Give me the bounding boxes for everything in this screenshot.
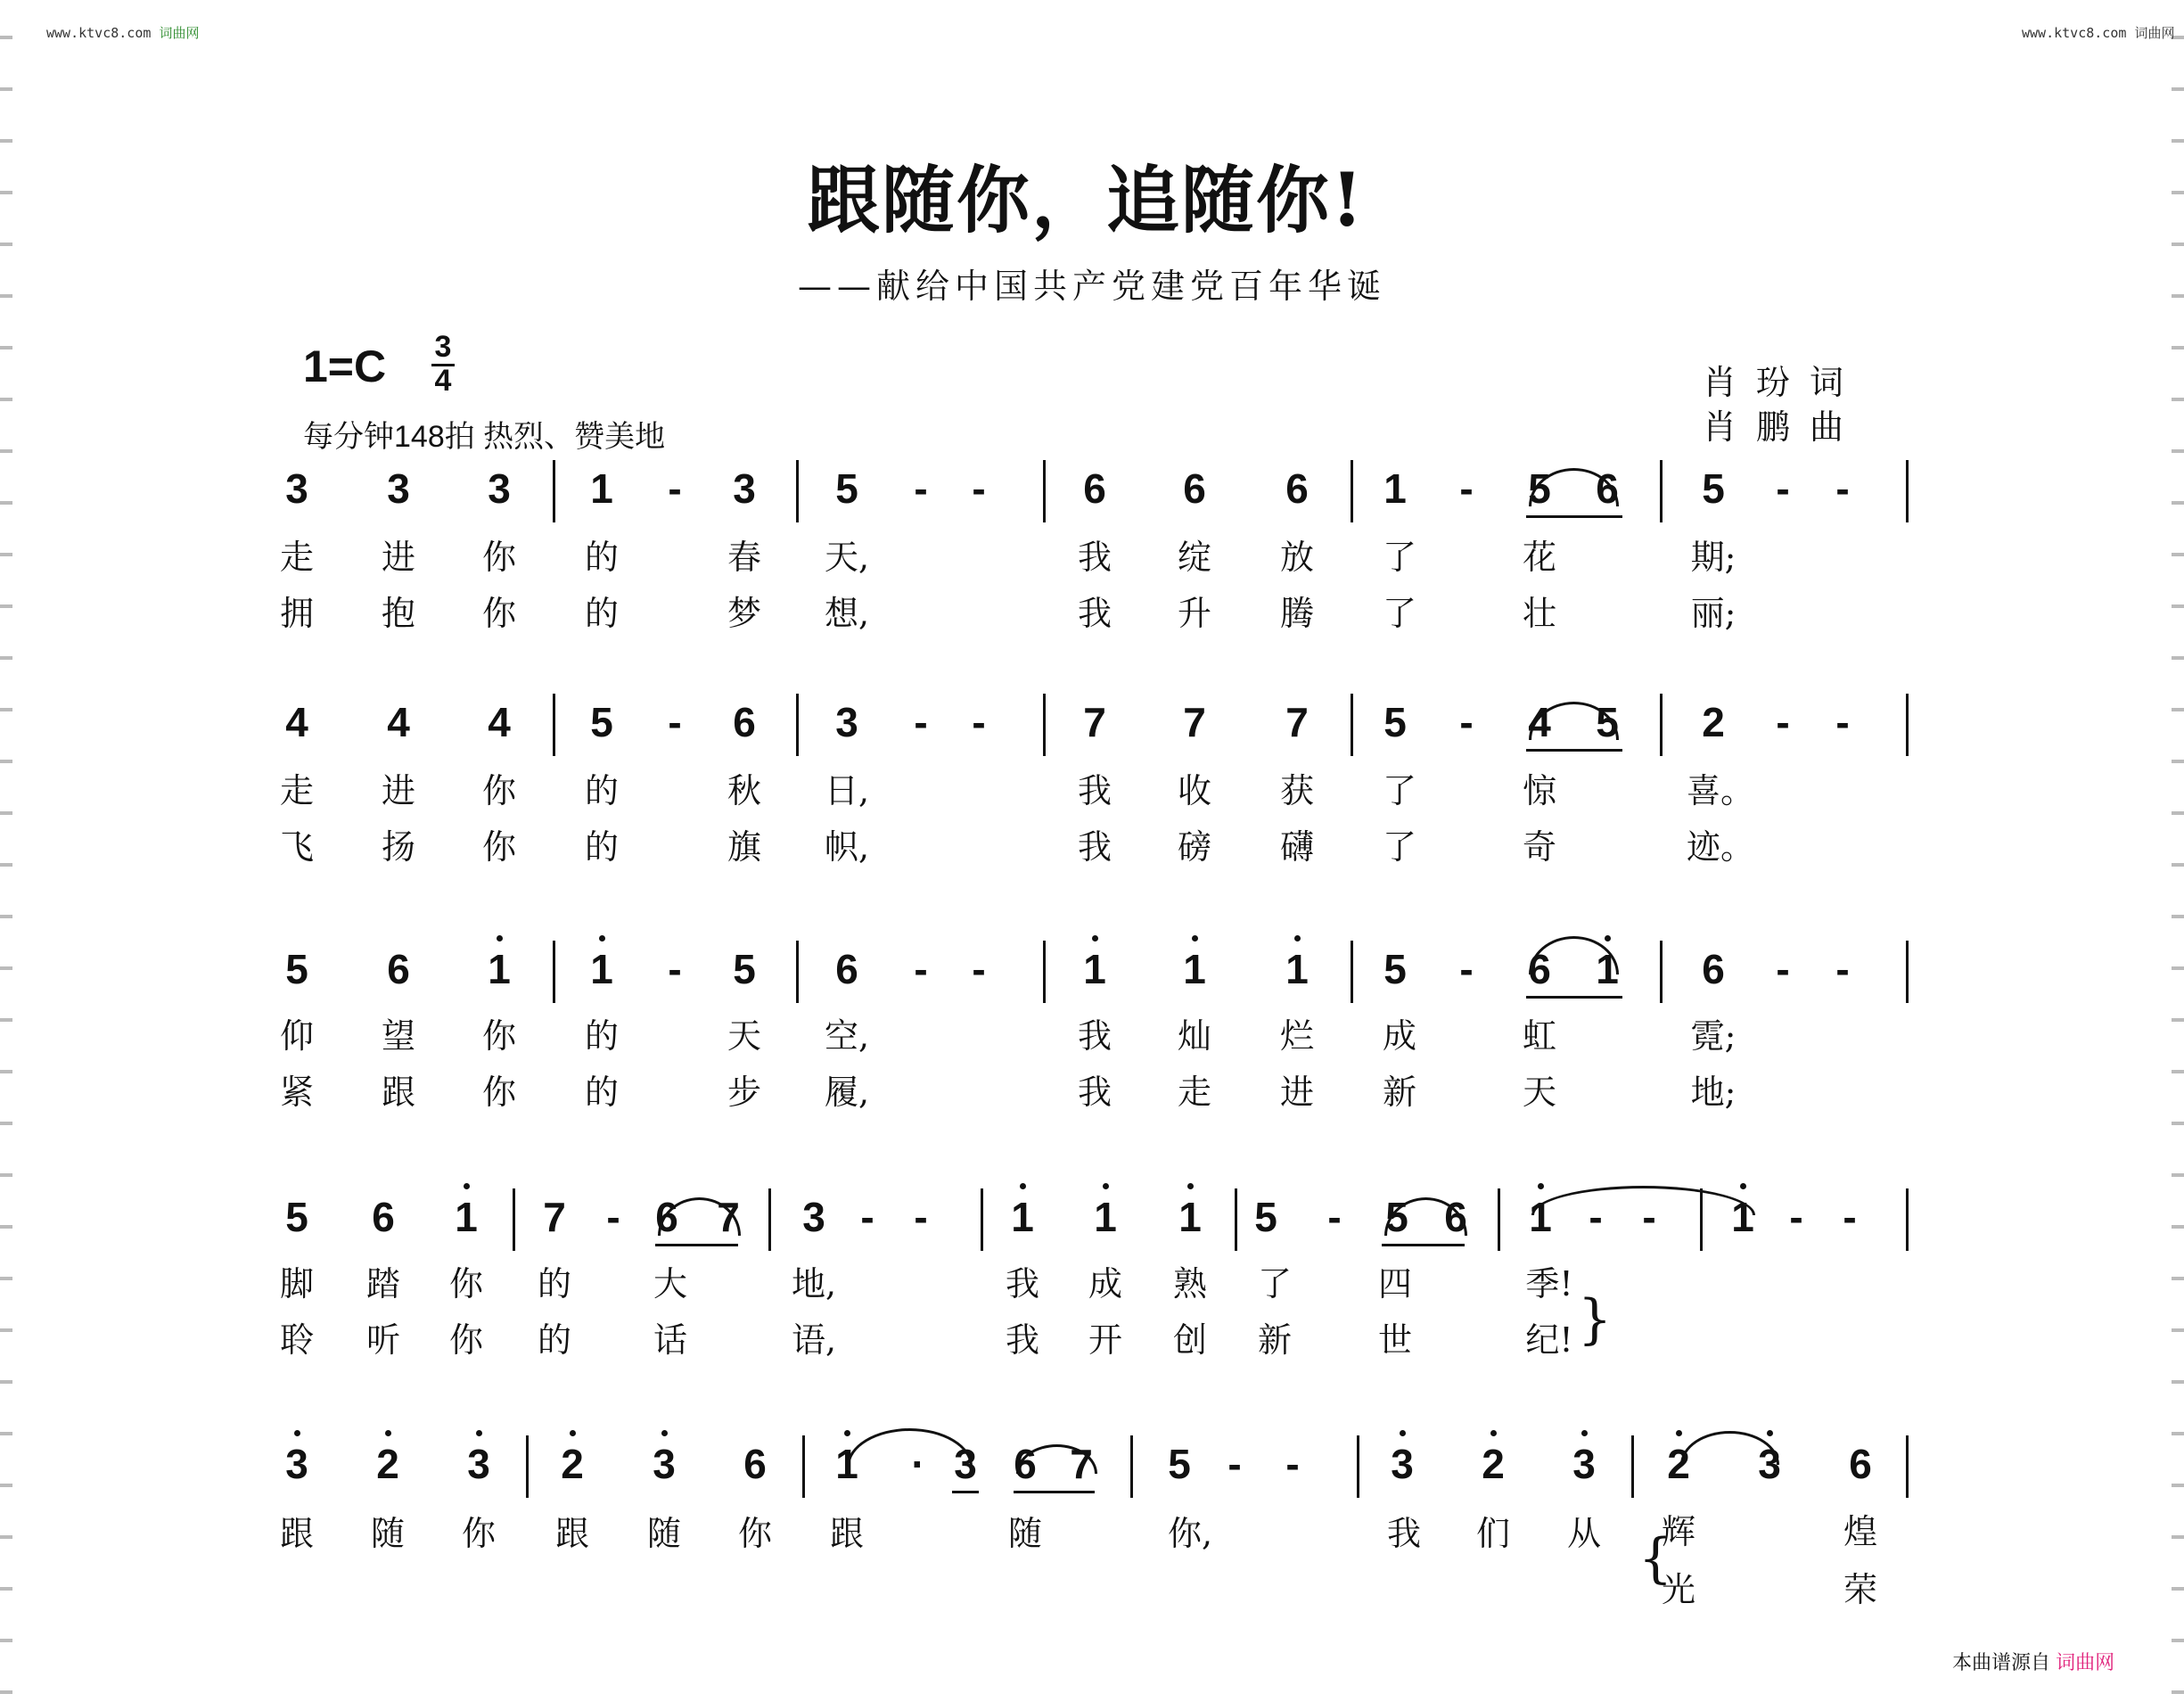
- note: 5: [1254, 1194, 1277, 1240]
- lyric-verse2: 我: [1077, 594, 1112, 633]
- lyric-verse1: 日,: [824, 771, 870, 810]
- lyric-verse1: 天,: [824, 538, 870, 577]
- lyric-verse1: 了: [1382, 538, 1416, 577]
- lyric-verse1: 秋: [727, 771, 761, 810]
- note: 1: [1596, 946, 1619, 992]
- note: -: [972, 946, 986, 992]
- lyric-verse1: 随: [646, 1514, 681, 1553]
- barline: [513, 1188, 515, 1251]
- lyric-verse2: 扬: [381, 827, 415, 867]
- lyric-verse2: 升: [1177, 594, 1211, 633]
- lyric-verse1: 大: [653, 1264, 687, 1303]
- lyric-verse1: 我: [1077, 1016, 1112, 1056]
- lyric-verse2: 荣: [1843, 1570, 1877, 1609]
- barline: [802, 1435, 805, 1498]
- lyric-verse2: 了: [1382, 827, 1416, 867]
- octave-dot: [570, 1430, 576, 1436]
- octave-dot: [1490, 1430, 1497, 1436]
- lyric-verse2: 腾: [1279, 594, 1314, 633]
- slur-tie: [1680, 1431, 1779, 1465]
- note: -: [1459, 946, 1474, 992]
- lyric-verse1: 四: [1377, 1264, 1412, 1303]
- lyric-verse2: 地;: [1690, 1073, 1737, 1112]
- lyric-verse2: 礴: [1279, 827, 1314, 867]
- note: 6: [733, 699, 756, 745]
- lyric-verse2: 纪!: [1525, 1320, 1573, 1360]
- octave-dot: [1187, 1183, 1194, 1189]
- note: 6: [1702, 946, 1725, 992]
- lyric-verse1: 喜。: [1687, 771, 1755, 810]
- note: 4: [488, 699, 511, 745]
- barline: [1043, 941, 1046, 1003]
- lyric-verse1: 我: [1077, 771, 1112, 810]
- lyric-verse1: 的: [584, 538, 619, 577]
- lyric-verse1: 踏: [365, 1264, 400, 1303]
- lyric-verse1: 随: [370, 1514, 405, 1553]
- note: 5: [733, 946, 756, 992]
- note: 1: [1183, 946, 1206, 992]
- note: 5: [1168, 1441, 1191, 1487]
- note: -: [1789, 1194, 1803, 1240]
- note: -: [972, 699, 986, 745]
- note: 5: [835, 465, 858, 512]
- note: 3: [1758, 1441, 1781, 1487]
- note: -: [1589, 1194, 1603, 1240]
- eighth-underline: [1526, 515, 1622, 518]
- note: 6: [1444, 1194, 1467, 1240]
- barline: [796, 694, 799, 756]
- time-signature-bottom: 4: [434, 364, 452, 398]
- octave-dot: [464, 1183, 470, 1189]
- barline: [1906, 1188, 1909, 1251]
- lyric-verse2: 天: [1522, 1073, 1556, 1112]
- lyric-verse2: 走: [1177, 1073, 1211, 1112]
- barline: [981, 1188, 983, 1251]
- lyric-verse1: 放: [1279, 538, 1314, 577]
- note: -: [668, 699, 682, 745]
- note: 1: [1178, 1194, 1202, 1240]
- octave-dot: [599, 935, 605, 941]
- lyric-verse2: 新: [1382, 1073, 1416, 1112]
- note: 6: [372, 1194, 395, 1240]
- lyric-verse2: 的: [537, 1320, 571, 1360]
- lyric-verse2: 你: [481, 594, 516, 633]
- lyric-verse1: 你: [481, 1016, 516, 1056]
- eighth-underline: [1014, 1491, 1095, 1493]
- note: 2: [1482, 1441, 1505, 1487]
- note: 2: [1702, 699, 1725, 745]
- barline: [553, 460, 555, 522]
- note: 3: [285, 1441, 308, 1487]
- note: -: [914, 1194, 928, 1240]
- note: -: [1459, 465, 1474, 512]
- lyric-verse1: 进: [381, 771, 415, 810]
- lyric-verse2: 光: [1661, 1570, 1695, 1609]
- lyric-verse1: 惊: [1522, 771, 1556, 810]
- note: -: [1835, 699, 1850, 745]
- octave-dot: [844, 1430, 850, 1436]
- note: -: [1776, 465, 1790, 512]
- octave-dot: [1103, 1183, 1109, 1189]
- note: 6: [655, 1194, 678, 1240]
- lyric-verse1: 走: [279, 538, 314, 577]
- lyric-verse2: 抱: [381, 594, 415, 633]
- source-note: 本曲谱源自 词曲网: [1952, 1651, 2115, 1673]
- lyric-verse2: 语,: [791, 1320, 837, 1360]
- note: 5: [1702, 465, 1725, 512]
- note: 5: [285, 1194, 308, 1240]
- lyric-verse1: 烂: [1279, 1016, 1314, 1056]
- lyric-verse2: 的: [584, 594, 619, 633]
- lyric-verse2: 听: [365, 1320, 400, 1360]
- lyric-verse1: 你: [461, 1514, 496, 1553]
- lyric-verse2: 旗: [727, 827, 761, 867]
- note: 7: [1183, 699, 1206, 745]
- lyricist-credit: 肖玢词: [1703, 363, 1864, 402]
- lyric-verse1: 季!: [1525, 1264, 1573, 1303]
- barline: [1351, 941, 1353, 1003]
- barline: [1906, 694, 1909, 756]
- note: 6: [1285, 465, 1309, 512]
- barline: [796, 941, 799, 1003]
- lyric-verse2: 履,: [824, 1073, 870, 1112]
- lyric-verse2: 开: [1088, 1320, 1122, 1360]
- note: 6: [1014, 1441, 1037, 1487]
- lyric-verse2: 进: [1279, 1073, 1314, 1112]
- lyric-verse1: 辉: [1661, 1512, 1695, 1551]
- lyric-verse2: 聆: [279, 1320, 314, 1360]
- tempo-marking: 每分钟148拍 热烈、赞美地: [303, 420, 666, 454]
- note: 5: [1528, 465, 1551, 512]
- note: 2: [1667, 1441, 1690, 1487]
- lyric-verse2: 世: [1377, 1320, 1412, 1360]
- lyric-verse2: 拥: [279, 594, 314, 633]
- note: 3: [802, 1194, 825, 1240]
- slur-tie: [847, 1428, 973, 1467]
- lyric-verse1: 你: [481, 771, 516, 810]
- verse-brace: }: [1578, 1288, 1613, 1351]
- note: 3: [467, 1441, 490, 1487]
- lyric-verse1: 随: [1007, 1514, 1042, 1553]
- eighth-underline: [1526, 749, 1622, 752]
- note: -: [1227, 1441, 1242, 1487]
- note: -: [606, 1194, 620, 1240]
- barline: [1498, 1188, 1500, 1251]
- note: -: [860, 1194, 874, 1240]
- barline: [526, 1435, 529, 1498]
- lyric-verse1: 你,: [1167, 1514, 1213, 1553]
- time-signature-top: 3: [434, 330, 452, 364]
- lyric-verse1: 脚: [279, 1264, 314, 1303]
- octave-dot: [1092, 935, 1098, 941]
- note: 6: [1849, 1441, 1872, 1487]
- note: 3: [285, 465, 308, 512]
- lyric-verse1: 仰: [279, 1016, 314, 1056]
- lyric-verse1: 绽: [1177, 538, 1211, 577]
- note: 3: [1572, 1441, 1596, 1487]
- note: -: [1776, 699, 1790, 745]
- barline: [1906, 1435, 1909, 1498]
- lyric-verse2: 了: [1382, 594, 1416, 633]
- octave-dot: [1605, 935, 1611, 941]
- lyric-verse2: 的: [584, 827, 619, 867]
- lyric-verse1: 的: [584, 1016, 619, 1056]
- lyric-verse1: 走: [279, 771, 314, 810]
- barline: [1351, 694, 1353, 756]
- lyric-verse1: 你: [448, 1264, 483, 1303]
- octave-dot: [476, 1430, 482, 1436]
- lyric-verse2: 我: [1077, 827, 1112, 867]
- lyric-verse2: 磅: [1177, 827, 1211, 867]
- lyric-verse1: 你: [481, 538, 516, 577]
- verse-brace: {: [1638, 1527, 1673, 1590]
- lyric-verse1: 望: [381, 1016, 415, 1056]
- note: -: [1835, 465, 1850, 512]
- note: 1: [1094, 1194, 1117, 1240]
- lyric-verse1: 空,: [824, 1016, 870, 1056]
- note: 6: [1528, 946, 1551, 992]
- lyric-verse1: 天: [727, 1016, 761, 1056]
- note: 1: [455, 1194, 478, 1240]
- octave-dot: [1676, 1430, 1682, 1436]
- barline: [796, 460, 799, 522]
- lyric-verse2: 梦: [727, 594, 761, 633]
- barline: [1631, 1435, 1634, 1498]
- note: 2: [376, 1441, 399, 1487]
- note: -: [914, 699, 928, 745]
- site-watermark-left: www.ktvc8.com 词曲网: [46, 25, 200, 41]
- lyric-verse1: 了: [1257, 1264, 1292, 1303]
- note: 3: [835, 699, 858, 745]
- lyric-verse1: 我: [1386, 1514, 1421, 1553]
- barline: [553, 941, 555, 1003]
- lyric-verse2: 你: [448, 1320, 483, 1360]
- note: 4: [1528, 699, 1551, 745]
- note: 4: [387, 699, 410, 745]
- eighth-underline: [1526, 996, 1622, 999]
- note: 6: [387, 946, 410, 992]
- note: 1: [590, 946, 613, 992]
- eighth-underline: [1382, 1244, 1465, 1246]
- note: 6: [835, 946, 858, 992]
- lyric-verse2: 飞: [279, 827, 314, 867]
- lyric-verse1: 霓;: [1690, 1016, 1737, 1056]
- note: -: [1459, 699, 1474, 745]
- note: -: [1642, 1194, 1656, 1240]
- barline: [1043, 460, 1046, 522]
- barline: [1906, 941, 1909, 1003]
- barline: [553, 694, 555, 756]
- note: 6: [1083, 465, 1106, 512]
- lyric-verse1: 从: [1566, 1514, 1601, 1553]
- song-title: 跟随你，追随你!: [807, 158, 1365, 243]
- site-watermark-right: www.ktvc8.com 词曲网: [2022, 25, 2175, 41]
- barline: [1660, 694, 1663, 756]
- note: 3: [733, 465, 756, 512]
- barline: [1043, 694, 1046, 756]
- note: 5: [1596, 699, 1619, 745]
- barline: [768, 1188, 771, 1251]
- note: 7: [717, 1194, 740, 1240]
- octave-dot: [1400, 1430, 1406, 1436]
- lyric-verse2: 新: [1257, 1320, 1292, 1360]
- slur-tie: [1529, 936, 1619, 974]
- octave-dot: [1740, 1183, 1746, 1189]
- note: -: [914, 946, 928, 992]
- note: 5: [1383, 699, 1407, 745]
- note: 3: [954, 1441, 977, 1487]
- eighth-underline: [952, 1491, 979, 1493]
- lyric-verse1: 花: [1522, 538, 1556, 577]
- note: 6: [1596, 465, 1619, 512]
- lyric-verse2: 你: [481, 827, 516, 867]
- lyric-verse1: 收: [1177, 771, 1211, 810]
- lyric-verse1: 跟: [279, 1514, 314, 1553]
- octave-dot: [385, 1430, 391, 1436]
- note: -: [668, 465, 682, 512]
- lyric-verse2: 创: [1172, 1320, 1207, 1360]
- barline: [1357, 1435, 1359, 1498]
- barline: [1660, 941, 1663, 1003]
- octave-dot: [1767, 1430, 1773, 1436]
- note: -: [1327, 1194, 1342, 1240]
- octave-dot: [497, 935, 503, 941]
- barline: [1351, 460, 1353, 522]
- lyric-verse2: 话: [653, 1320, 687, 1360]
- note: 3: [653, 1441, 676, 1487]
- note: 7: [1285, 699, 1309, 745]
- lyric-verse1: 的: [537, 1264, 571, 1303]
- note: 4: [285, 699, 308, 745]
- octave-dot: [1020, 1183, 1026, 1189]
- note: ·: [911, 1441, 925, 1487]
- octave-dot: [1538, 1183, 1544, 1189]
- note: 2: [561, 1441, 584, 1487]
- lyric-verse1: 的: [584, 771, 619, 810]
- octave-dot: [661, 1430, 668, 1436]
- note: 1: [488, 946, 511, 992]
- barline: [1906, 460, 1909, 522]
- note: 1: [1285, 946, 1309, 992]
- lyric-verse1: 我: [1077, 538, 1112, 577]
- barline: [1130, 1435, 1133, 1498]
- note: 1: [1529, 1194, 1552, 1240]
- lyric-verse1: 获: [1279, 771, 1314, 810]
- lyric-verse2: 你: [481, 1073, 516, 1112]
- note: 7: [1070, 1441, 1093, 1487]
- note: 5: [590, 699, 613, 745]
- note: 1: [1731, 1194, 1754, 1240]
- lyric-verse1: 们: [1475, 1514, 1510, 1553]
- note: 7: [1083, 699, 1106, 745]
- octave-dot: [294, 1430, 300, 1436]
- lyric-verse1: 成: [1088, 1264, 1122, 1303]
- note: -: [1835, 946, 1850, 992]
- eighth-underline: [655, 1244, 738, 1246]
- note: 6: [1183, 465, 1206, 512]
- lyric-verse1: 地,: [791, 1264, 837, 1303]
- lyric-verse2: 步: [727, 1073, 761, 1112]
- song-subtitle: ——献给中国共产党建党百年华诞: [798, 267, 1387, 306]
- lyric-verse2: 迹。: [1687, 827, 1755, 867]
- note: 1: [590, 465, 613, 512]
- lyric-verse2: 丽;: [1690, 594, 1737, 633]
- note: -: [914, 465, 928, 512]
- composer-credit: 肖鹏曲: [1703, 407, 1864, 447]
- note: 3: [387, 465, 410, 512]
- lyric-verse2: 想,: [824, 594, 870, 633]
- lyric-verse1: 煌: [1843, 1512, 1877, 1551]
- lyric-verse2: 帜,: [824, 827, 870, 867]
- barline: [1660, 460, 1663, 522]
- octave-dot: [1581, 1430, 1588, 1436]
- note: -: [972, 465, 986, 512]
- lyric-verse2: 我: [1077, 1073, 1112, 1112]
- note: 5: [285, 946, 308, 992]
- note: 1: [835, 1441, 858, 1487]
- lyric-verse1: 跟: [829, 1514, 864, 1553]
- octave-dot: [1294, 935, 1301, 941]
- lyric-verse2: 跟: [381, 1073, 415, 1112]
- octave-dot: [1192, 935, 1198, 941]
- key-signature: 1=C: [303, 341, 387, 391]
- lyric-verse1: 虹: [1522, 1016, 1556, 1056]
- lyric-verse1: 你: [737, 1514, 772, 1553]
- note: -: [1285, 1441, 1300, 1487]
- lyric-verse1: 跟: [554, 1514, 589, 1553]
- note: 6: [743, 1441, 767, 1487]
- note: 5: [1383, 946, 1407, 992]
- note: 1: [1383, 465, 1407, 512]
- note: 1: [1083, 946, 1106, 992]
- lyric-verse1: 进: [381, 538, 415, 577]
- slur-tie: [1531, 1186, 1755, 1215]
- lyric-verse1: 了: [1382, 771, 1416, 810]
- note: -: [1776, 946, 1790, 992]
- note: 3: [488, 465, 511, 512]
- lyric-verse1: 成: [1382, 1016, 1416, 1056]
- lyric-verse1: 熟: [1172, 1264, 1207, 1303]
- lyric-verse1: 灿: [1177, 1016, 1211, 1056]
- note: -: [668, 946, 682, 992]
- lyric-verse2: 壮: [1522, 594, 1556, 633]
- note: -: [1843, 1194, 1857, 1240]
- lyric-verse1: 春: [727, 538, 761, 577]
- lyric-verse1: 期;: [1690, 538, 1737, 577]
- note: 5: [1385, 1194, 1408, 1240]
- lyric-verse2: 紧: [279, 1073, 314, 1112]
- lyric-verse2: 奇: [1522, 827, 1556, 867]
- barline: [1235, 1188, 1237, 1251]
- lyric-verse2: 的: [584, 1073, 619, 1112]
- lyric-verse2: 我: [1005, 1320, 1039, 1360]
- note: 1: [1011, 1194, 1034, 1240]
- note: 3: [1391, 1441, 1414, 1487]
- note: 7: [543, 1194, 566, 1240]
- lyric-verse1: 我: [1005, 1264, 1039, 1303]
